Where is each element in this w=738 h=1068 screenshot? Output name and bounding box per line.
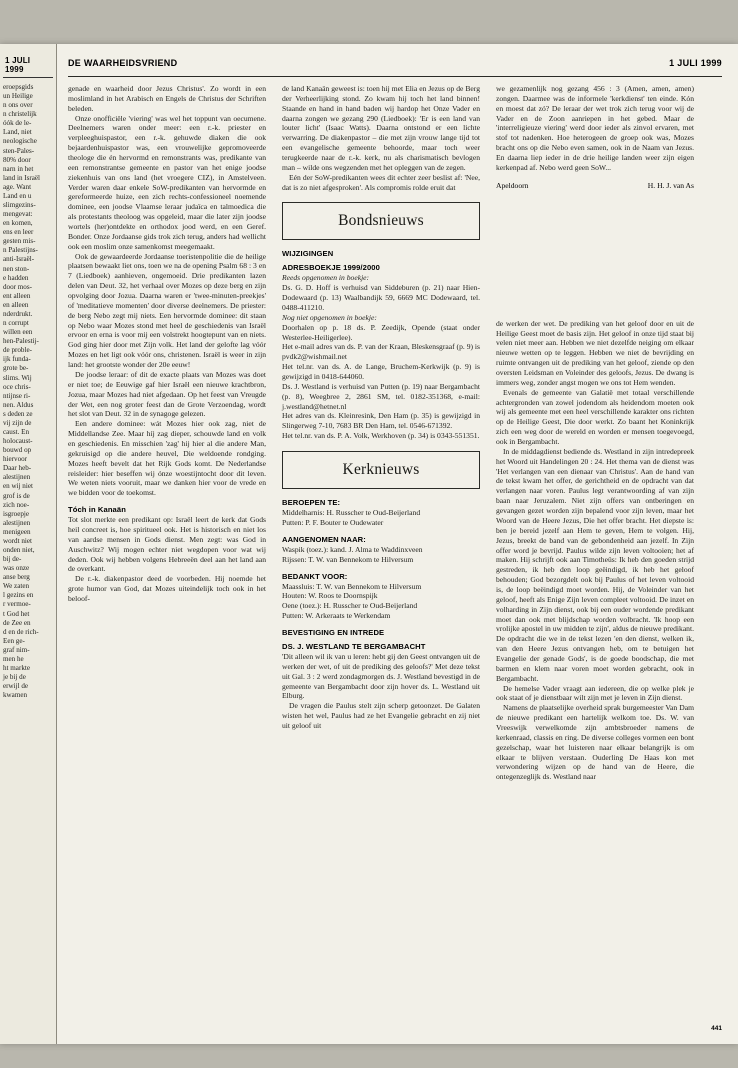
strip-line: oce chris- xyxy=(3,382,31,391)
paragraph: De vragen die Paulus stelt zijn scherp getoonzet. De Galaten wisten het wel, Paulus had ze het Evangelie gebracht en zij niet uit geloof uit xyxy=(282,701,480,730)
strip-line: Land en u xyxy=(3,191,32,200)
strip-line: onden niet, xyxy=(3,545,35,554)
kerknieuws-line: Houten: W. Roos te Doornspijk xyxy=(282,591,378,601)
strip-line: n Palestijns- xyxy=(3,246,38,255)
bondsnieuws-sub2: Nog niet opgenomen in boekje: xyxy=(282,312,377,322)
strip-line: l gezins en xyxy=(3,591,34,600)
strip-line: e hadden xyxy=(3,273,29,282)
strip-line: age. Want xyxy=(3,182,32,191)
signature-author: H. H. J. van As xyxy=(647,180,694,190)
bevestiging-head: BEVESTIGING EN INTREDE xyxy=(282,627,385,637)
strip-line: caust. En xyxy=(3,427,30,436)
strip-line: slimgezins- xyxy=(3,201,36,210)
bondsnieuws-item: Het tel.nr. van ds. P. A. Volk, Werkhoven (p. 34) is 0343-551351. xyxy=(282,431,480,441)
page-content xyxy=(56,44,738,1044)
strip-text xyxy=(0,83,56,700)
bondsnieuws-item: Ds. G. D. Hoff is verhuisd van Siddeburen (p. 21) naar Hien-Dodewaard (p. 13) Waalbandijk 59, 6669 MC Dodewaard, tel. 0488-411210. xyxy=(282,283,480,313)
paragraph: In de middagdienst bediende ds. Westland in zijn intredepreek het Woord uit Handelingen 20 : 24. Het thema van de dienst was 'Het verlangen van een dienaar van Christus'. Aan de hand van de tekst kwam het offer, de gerichtheid en de opdracht van dat verlangen naar voren. Paulus legt verantwoording af van zijn baan naar Jeruzalem. Niet zijn offers van ontberingen en gevangen gezet worden zijn bepalend voor zijn leven, maar het Woord van de Heere Jezus, Die het offer bracht. Het diepste is: ben je bereid jezelf aan Hem te geven, Hem te volgen. Hij, Jezus, breekt de band van de gebondenheid aan jezelf. In Zijn offer word je bevrijd. Paulus wilde zijn leven voltooien; het af maken. Hij schrijft ook aan Timotheüs: Ik heb den goeden strijd gestreden, ik heb den loop geëindigd, ik heb het geloof behouden; God bezorgdelt ook bij Paulus of het leven voltooid is, de loop beëindigd moet worden. Hij, de Voleinder van het geloof, heeft als Enige Zijn leven compleet voltooid. De inzet en volharding in Zijn dienst, ook bij een ouder wordende predikant moet dan ook met blijdschap worden volbracht. 'Ik hoop een vrolijke apostel in uw midden te zijn', aldus de nieuwe predikant. De opdracht die we in de tekst lezen 'en den dienst, welken ik, van den Heere Jezus ontvangen heb, om te betuigen het Evangelie der genade Gods', is de goede boodschap, die met barmen en klem naar voren moet worden gebracht, ook in Bergambacht. xyxy=(496,446,694,683)
strip-line: Land, niet xyxy=(3,128,32,137)
kerknieuws-line: Putten: P. F. Bouter te Oudewater xyxy=(282,517,384,527)
paragraph: De r.-k. diakenpastor deed de voorbeden. Hij noemde het grote humor van God, dat Mozes uiteindelijk toch ook in het beloof- xyxy=(68,574,266,603)
column-3 xyxy=(496,84,694,1034)
paragraph: Evenals de gemeente van Galatië met totaal verschillende achtergronden van zowel jodendom als heidendom moeten ook wij als gemeente met een heel verschillende karakter ons richten op de Heilige Geest, Die door werkt. Zo baant het Koninkrijk zich een weg door de wereld en worden er mensen toegevoegd, ook in Bergambacht. xyxy=(496,387,694,447)
strip-line: t God het xyxy=(3,609,30,618)
strip-line: grof is de xyxy=(3,491,30,500)
subheading-tochinkanaan: Tóch in Kanaän xyxy=(68,505,126,515)
previous-page-strip xyxy=(0,44,57,1044)
bondsnieuws-sub1: Reeds opgenomen in boekje: xyxy=(282,273,370,283)
paragraph: Tot slot merkte een predikant op: Israël leert de kerk dat Gods heil concreet is, hoe spiritueel ook. Het is historisch en niet los van aardse mensen in Gods dienst. Men zegt: was God in Auschwitz? Wij mogen echter niet wegdopen voor wat wij deden. Ook wij hebben volgens Hebreeën deel aan het land aan de overkant. xyxy=(68,515,266,574)
bondsnieuws-wijzigingen-head: WIJZIGINGEN xyxy=(282,249,334,259)
kerknieuws-section-head: BEROEPEN TE: xyxy=(282,498,341,508)
paragraph: we gezamenlijk nog gezang 456 : 3 (Amen, amen, amen) zongen. Daarmee was de informele 'kerkdienst' ten einde. Kón en moest dat zó? De leraar der wet trok zich terug voor wij de Vader en de Zoon aanriepen in het gebed. Maar de 'interreligieuze viering' werd door ieder als zinvol ervaren, met stof tot nadenken. Hoe heterogeen de groep ook was, Mozes bracht ons op die Nebo even samen, ook in de Naam van Jezus. En daarna liep ieder in de drie heilige landen weer zijn eigen kerkenpad af. Nebo werd geen SoW... xyxy=(496,84,694,172)
strip-line: alestijnen xyxy=(3,518,31,527)
bondsnieuws-title: Bondsnieuws xyxy=(338,212,424,230)
strip-line: isgroepje xyxy=(3,509,30,518)
strip-line: en alleen xyxy=(3,300,29,309)
kerknieuws-header-box xyxy=(282,451,480,489)
kerknieuws-line: Waspik (toez.): kand. J. Alma te Waddinxveen xyxy=(282,544,423,554)
strip-date: 1 JULI 1999 xyxy=(3,44,53,78)
article-signature xyxy=(496,181,694,193)
masthead-date: 1 JULI 1999 xyxy=(669,58,722,68)
bondsnieuws-adresboekje-head: ADRESBOEKJE 1999/2000 xyxy=(282,263,380,273)
paragraph: Onze onofficiële 'viering' was wel het toppunt van oecumene. Deelnemers waren onder meer: een r.-k. priester en verpleeghuispastor, een r.-k. gehuwde diaken die ook bejaardenhuispastor was, een vrouwelijke gepromoveerde theologe die én hervormd en remonstrants was, predikante van een remonstrantse gemeente en pastor van het enige joodse ziekenhuis van ons land (het vroegere CIZ), in Amstelveen. Verder waren daar enkele SoW-predikanten van hervormde en gereformeerde huize, een zich rechts-confessioneel noemende dominee, een joodse Vlaamse leraar judaïca en talmoedica die als protestants theoloog was opgeleid, maar die later zijn joodse wortels (her)ontdekte en orthodox jood werd, en een Geref. Bonder. Onze Jordaanse gids trok zich terug, anders had wellicht ook een moslim onze samenkomst meegemaakt. xyxy=(68,113,266,251)
strip-line: ntijnse ri- xyxy=(3,391,31,400)
kerknieuws-line: Maassluis: T. W. van Bennekom te Hilversum xyxy=(282,581,422,591)
paragraph: Eén der SoW-predikanten wees dit echter zeer beslist af: 'Nee, dat is zo niet afgesproken'. Als compromis rolde eruit dat xyxy=(282,172,480,192)
kerknieuws-line: Rijssen: T. W. van Bennekom te Hilversum xyxy=(282,554,414,564)
strip-line: je bij de xyxy=(3,673,26,682)
strip-line: de Zee en xyxy=(3,618,31,627)
strip-line: r vermoe- xyxy=(3,600,31,609)
strip-line: willen een xyxy=(3,328,33,337)
column-2 xyxy=(282,84,480,1034)
bondsnieuws-header-box xyxy=(282,202,480,240)
strip-line: mengevat: xyxy=(3,210,33,219)
page-number: 441 xyxy=(711,1025,722,1032)
strip-line: graf nim- xyxy=(3,645,30,654)
strip-line: land in Israël xyxy=(3,173,41,182)
strip-line: grote be- xyxy=(3,364,29,373)
strip-line: ijk funda- xyxy=(3,355,31,364)
strip-line: nen ston- xyxy=(3,264,30,273)
strip-line: men he xyxy=(3,654,24,663)
strip-line: menigeen xyxy=(3,527,31,536)
masthead-title: DE WAARHEIDSVRIEND xyxy=(68,58,178,68)
strip-line: en komen, xyxy=(3,219,33,228)
bondsnieuws-item: Het tel.nr. van ds. A. de Lange, Bruchem-Kerkwijk (p. 9) is gewijzigd in 0418-644060. xyxy=(282,362,480,382)
strip-line: gesten mis- xyxy=(3,237,36,246)
strip-line: en wij niet xyxy=(3,482,33,491)
paragraph: Ook de gewaardeerde Jordaanse toeristenpolitie die de heilige plaatsen bewaakt liet ons, toen we na de opening Psalm 68 : 3 en 7 (Liedboek) aanhieven, ongemoeid. Drie predikanten lazen delen van Deut. 32, het verhaal over Mozes op deze berg en zijn opvolging door Jozua. Daarna waren er 'twee-minuten-preekjes' of 'meditatieve momenten' door diverse deelnemers. De priester: de berg Nebo zegt mij niets. Een hervormde dominee: dit staan op Nebo waar Mozes stond met heel de geschiedenis van Israël ervoor en erna is voor mij een volstrekt hoogtepunt van en niets. God ging hier door met Zijn volk. Het land der gelofte lag vóór Mozes en het ligt ook vóór ons, christenen. Israël is weer in zijn land: het grootste wonder der 20e eeuw! xyxy=(68,251,266,370)
bondsnieuws-item: Het adres van ds. Kleinresink, Den Ham (p. 35) is gewijzigd in Slingerweg 7-10, 7683 BR Den Ham, tel. 0546-671392. xyxy=(282,411,480,431)
column-1 xyxy=(68,84,266,1034)
strip-line: We zaten xyxy=(3,582,30,591)
column-grid xyxy=(68,84,722,1034)
bevestiging-subhead: DS. J. WESTLAND TE BERGAMBACHT xyxy=(282,641,426,651)
strip-line: bouwd op xyxy=(3,446,32,455)
strip-line: hen-Palestij- xyxy=(3,337,39,346)
kerknieuws-line: Middelharnis: H. Russcher te Oud-Beijerland xyxy=(282,508,421,518)
strip-line: n ons over xyxy=(3,101,33,110)
kerknieuws-line: Oene (toez.): H. Russcher te Oud-Beijerland xyxy=(282,601,418,611)
strip-line: Daar heb- xyxy=(3,464,32,473)
strip-line: n corrupt xyxy=(3,319,29,328)
paragraph: De joodse leraar: of dit de exacte plaats van Mozes was doet er niet toe; de Eeuwige gaf hier Israël een nieuwe krachtbron, Jozua, maar Mozes had niet afgedaan. Op het feest van Vreugde der Wet, een nog groter feest dan de Grote Verzoendag, wordt het slot van Deut. 32 in de synagoge gelezen. xyxy=(68,369,266,419)
strip-line: ens en leer xyxy=(3,228,34,237)
paragraph: De hemelse Vader vraagt aan iedereen, die op welke plek je ook staat of je dienstbaar wilt zijn met je leven in Zijn dienst. xyxy=(496,683,694,703)
kerknieuws-section-head: AANGENOMEN NAAR: xyxy=(282,534,366,544)
strip-line: nderdrukt. xyxy=(3,309,33,318)
paragraph: genade en waarheid door Jezus Christus'. Zo wordt in een moslimland in het Arabisch en Engels de Christus der Schriften beleden. xyxy=(68,84,266,113)
strip-line: 80% door xyxy=(3,155,31,164)
bondsnieuws-item: Ds. J. Westland is verhuisd van Putten (p. 19) naar Bergambacht (p. 8), Weegbree 2, 2861 SM, tel. 0182-351368, e-mail: j.westland@hetnet.nl xyxy=(282,381,480,411)
strip-line: was onze xyxy=(3,564,30,573)
signature-place: Apeldoorn xyxy=(496,180,529,190)
strip-line: hiervoor xyxy=(3,455,28,464)
strip-line: neologische xyxy=(3,137,37,146)
magazine-page xyxy=(0,44,738,1044)
strip-line: eroepsgids xyxy=(3,83,34,91)
strip-line: anti-Israël- xyxy=(3,255,35,264)
masthead xyxy=(68,58,722,77)
strip-line: ent alleen xyxy=(3,291,31,300)
strip-line: d en de rich- xyxy=(3,627,39,636)
strip-line: erwijl de xyxy=(3,682,29,691)
strip-line: narn in het xyxy=(3,164,34,173)
strip-line: alestijnen xyxy=(3,473,31,482)
bondsnieuws-item: Doorhalen op p. 18 ds. P. Zeedijk, Opende (staat onder Westerlee-Heiligerlee). xyxy=(282,322,480,342)
strip-line: s deden ze xyxy=(3,409,33,418)
paragraph: de land Kanaän geweest is: toen hij met Elia en Jezus op de Berg der Verheerlijking stond. Zo kwam hij toch het land binnen! Staande en hand in hand baden wij hardop het Onze Vader en daarna zongen we gezang 290 (Liedboek): 'Er is een land van louter licht' (Isaac Watts). Daarna ontstond er een lichte verwarring. De diakenpastor – die met zijn vrouw lange tijd tot een evangelische gemeente behoorde, maar toch weer terugkeerde naar de r.-k. kerk, nu als charismatisch bevlogen man – wilde ons wegzenden met het opleggen van de zegen. xyxy=(282,84,480,172)
strip-line: ht markte xyxy=(3,664,30,672)
paragraph: de werken der wet. De prediking van het geloof door en uit de Heilige Geest moet de basis zijn. Het geloof in onze tijd staat bij velen niet meer aan. Hebben we niet dezelfde neiging om elkaar nieuwe wetten op te leggen. Hebben we niet de bevrijding en ruimte ontvangen uit de prediking van het geloof, ziende op den oversten Leidsman en Voleinder des geloofs, Jezus. De dwang is immers weg, zonder angst mogen we ons tot Hem wenden. xyxy=(496,318,694,387)
strip-line: holocaust- xyxy=(3,437,33,446)
strip-line: door mos- xyxy=(3,282,32,291)
strip-line: bij de- xyxy=(3,555,22,564)
strip-line: vij zijn de xyxy=(3,418,32,427)
strip-line: óók de le- xyxy=(3,119,32,128)
strip-line: kwamen xyxy=(3,691,28,700)
strip-line: de proble- xyxy=(3,346,32,355)
kerknieuws-line: Putten: W. Arkeraats te Werkendam xyxy=(282,611,391,621)
kerknieuws-section-head: BEDANKT VOOR: xyxy=(282,571,348,581)
strip-line: nen. Aldus xyxy=(3,400,34,409)
paragraph: 'Dit alleen wil ik van u leren: hebt gij den Geest ontvangen uit de werken der wet, of uit de prediking des geloofs?' Met deze tekst uit Gal. 3 : 2 werd zondagmorgen ds. J. Westland bevestigd in de gemeente van Bergambacht door zijn hover ds. L. Westland uit Elburg. xyxy=(282,651,480,701)
strip-line: un Heilige xyxy=(3,92,33,101)
strip-line: Een ge- xyxy=(3,636,25,645)
strip-line: n christelijk xyxy=(3,110,37,119)
strip-line: sten-Pales- xyxy=(3,146,35,155)
strip-line: zich noe- xyxy=(3,500,30,509)
paragraph: Een andere dominee: wát Mozes hier ook zag, niet de Middellandse Zee. Maar híj zag dieper, schouwde land en volk en geschiedenis. En misschien 'zag' hij hier al die andere Man, gekruisigd op die andere heuvel, Die weldoende rondging. Mozes heeft bevelt dat het Rijk Gods komt. De Nederlandse reisleider: hier beseffen wij ónze woestijntocht door dit leven. We weten niets vooruit, maar we danken hier voor de vrede en we bidden voor de toekomst. xyxy=(68,419,266,498)
strip-line: slims. Wij xyxy=(3,373,32,382)
strip-line: anse berg xyxy=(3,573,30,582)
kerknieuws-title: Kerknieuws xyxy=(342,461,420,479)
paragraph: Namens de plaatselijke overheid sprak burgemeester Van Dam de nieuwe predikant een hartelijk welkom toe. Ds. W. van Vreeswijk verwelkomde zijn ambtsbroeder namens de kerkenraad, classis en ring. De diverse colleges vormen een bont gezelschap, waar het luisteren naar elkaar belangrijk is om elkaar te blijven verstaan. Ouderling De Haas kon met verwondering wijzen op de hand van de Heere, die ontegenzeglijk ds. Westland naar xyxy=(496,703,694,782)
strip-line: wordt niet xyxy=(3,536,32,545)
bondsnieuws-item: Het e-mail adres van ds. P. van der Kraan, Bleskensgraaf (p. 9) is pvdk2@wishmail.net xyxy=(282,342,480,362)
